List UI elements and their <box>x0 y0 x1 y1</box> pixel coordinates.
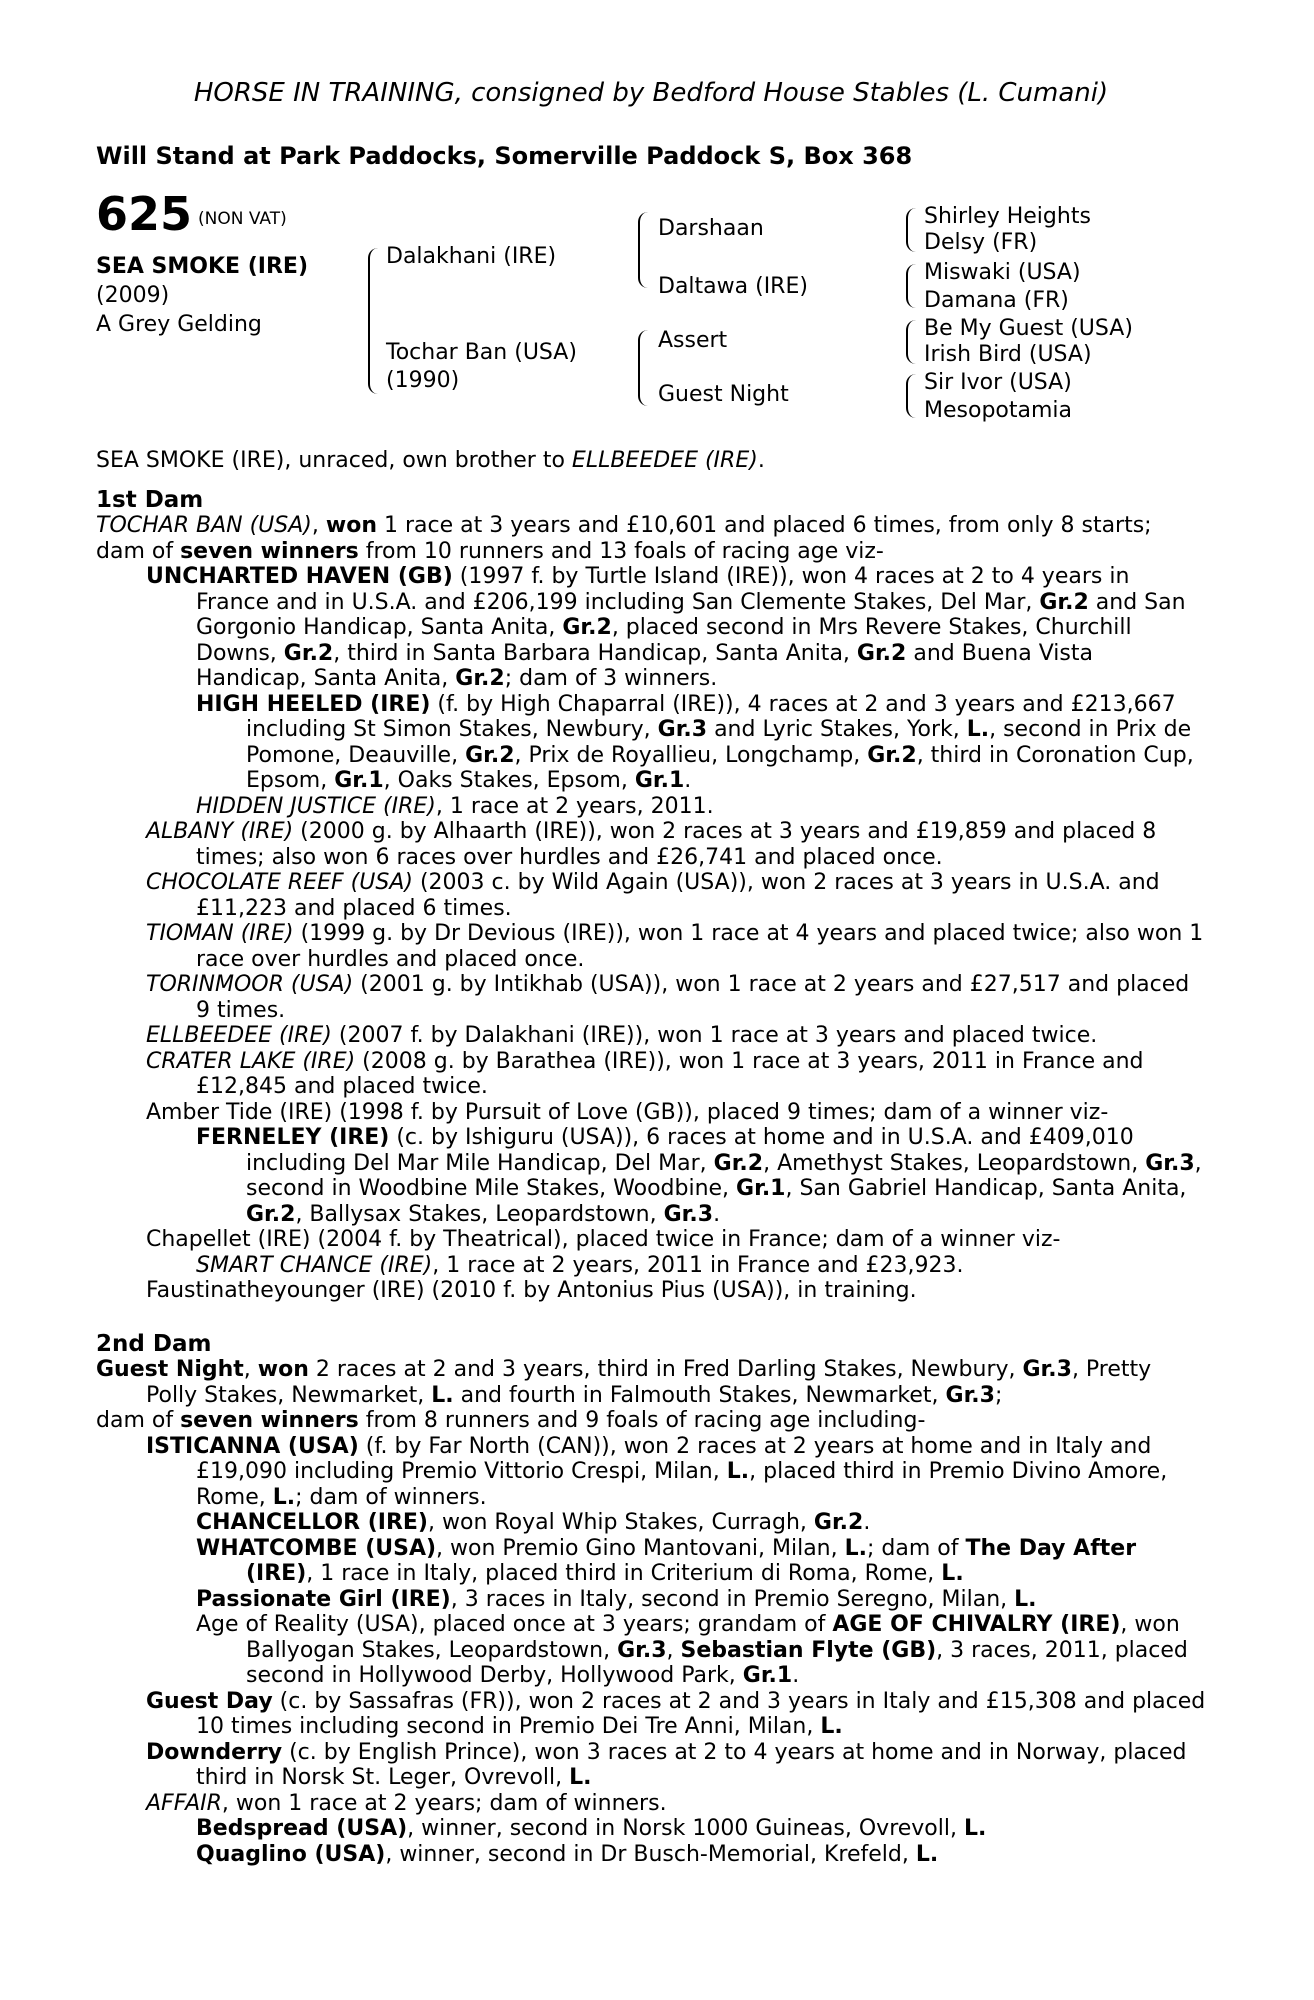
pedigree-ancestor: Shirley Heights <box>924 204 1091 229</box>
pedigree-brace <box>906 374 916 418</box>
pedigree-ancestor: Miswaki (USA) <box>924 260 1081 285</box>
produce-entry: FERNELEY (IRE) (c. by Ishiguru (USA)), 6 races at home and in U.S.A. and £409,010 including Del Mar Mile Handicap, Del Mar, Gr.2, Amethyst Stakes, Leopardstown, Gr.3, second in Woodbine Mile Stakes, Woodbine, Gr.1, San Gabriel Handicap, Santa Anita, Gr.2, Ballysax Stakes, Leopardstown, Gr.3. <box>196 1125 1202 1227</box>
produce-entry: Age of Reality (USA), placed once at 3 years; grandam of AGE OF CHIVALRY (IRE), won Ballyogan Stakes, Leopardstown, Gr.3, Sebastian Flyte (GB), 3 races, 2011, placed second in Hollywood Derby, Hollywood Park, Gr.1. <box>196 1612 1188 1688</box>
produce-entry: Downderry (c. by English Prince), won 3 races at 2 to 4 years at home and in Norway, placed third in Norsk St. Leger, Ovrevoll, L. <box>146 1739 1187 1790</box>
vat-status: (NON VAT) <box>198 209 287 229</box>
pedigree-ancestor: Delsy (FR) <box>924 230 1038 255</box>
dam-name: TOCHAR BAN (USA) <box>96 513 312 538</box>
pedigree-sire: Dalakhani (IRE) <box>386 244 557 269</box>
produce-entry: Guest Day (c. by Sassafras (FR)), won 2 races at 2 and 3 years in Italy and £15,308 and placed 10 times including second in Premio Dei Tre Anni, Milan, L. <box>146 1688 1206 1739</box>
pedigree-brace <box>906 264 916 308</box>
pedigree-sire-dam: Daltawa (IRE) <box>658 274 808 299</box>
produce-entry: TIOMAN (IRE) (1999 g. by Dr Devious (IRE)), won 1 race at 4 years and placed twice; also won 1 race over hurdles and placed once. <box>146 921 1204 972</box>
produce-entry: CHOCOLATE REEF (USA) (2003 c. by Wild Again (USA)), won 2 races at 3 years in U.S.A. and £11,223 and placed 6 times. <box>146 870 1160 921</box>
foaling-year: (2009) <box>96 283 170 308</box>
produce-entry: Faustinatheyounger (IRE) (2010 f. by Antonius Pius (USA)), in training. <box>146 1278 917 1303</box>
intro-line: SEA SMOKE (IRE), unraced, own brother to ELLBEEDEE (IRE). <box>96 448 765 473</box>
pedigree-ancestor: Mesopotamia <box>924 398 1072 423</box>
second-dam-record: Guest Night, won 2 races at 2 and 3 years, third in Fred Darling Stakes, Newbury, Gr.3, Pretty Polly Stakes, Newmarket, L. and fourth in Falmouth Stakes, Newmarket, Gr.3; <box>96 1357 1152 1408</box>
second-dam-summary: dam of seven winners from 8 runners and 9 foals of racing age including- <box>96 1408 926 1433</box>
produce-entry: ELLBEEDEE (IRE) (2007 f. by Dalakhani (IRE)), won 1 race at 3 years and placed twice. <box>146 1023 1098 1048</box>
first-dam-heading: 1st Dam <box>96 486 204 513</box>
produce-entry: AFFAIR, won 1 race at 2 years; dam of winners. <box>146 1790 667 1816</box>
produce-entry: TORINMOOR (USA) (2001 g. by Intikhab (USA)), won 1 race at 2 years and £27,517 and placed 9 times. <box>146 972 1190 1023</box>
pedigree-notes <box>96 448 1206 1867</box>
brother-name: ELLBEEDEE (IRE) <box>571 448 758 473</box>
produce-entry: HIDDEN JUSTICE (IRE), 1 race at 2 years, 2011. <box>196 793 714 819</box>
pedigree-dam: Tochar Ban (USA) <box>386 340 577 365</box>
produce-entry: Bedspread (USA), winner, second in Norsk 1000 Guineas, Ovrevoll, L. <box>196 1816 987 1841</box>
produce-entry: WHATCOMBE (USA), won Premio Gino Mantovani, Milan, L.; dam of The Day After (IRE), 1 race in Italy, placed third in Criterium di Roma, Rome, L. <box>196 1535 1137 1586</box>
second-dam-heading: 2nd Dam <box>96 1330 212 1357</box>
produce-entry: ALBANY (IRE) (2000 g. by Alhaarth (IRE)), won 2 races at 3 years and £19,859 and placed 8 times; also won 6 races over hurdles and £26,741 and placed once. <box>146 819 1157 870</box>
stand-location: Will Stand at Park Paddocks, Somerville Paddock S, Box 368 <box>96 142 913 170</box>
produce-entry: UNCHARTED HAVEN (GB) (1997 f. by Turtle Island (IRE)), won 4 races at 2 to 4 years in France and in U.S.A. and £206,199 including San Clemente Stakes, Del Mar, Gr.2 and San Gorgonio Handicap, Santa Anita, Gr.2, placed second in Mrs Revere Stakes, Churchill Downs, Gr.2, third in Santa Barbara Handicap, Santa Anita, Gr.2 and Buena Vista Handicap, Santa Anita, Gr.2; dam of 3 winners. <box>146 564 1186 691</box>
pedigree-ancestor: Sir Ivor (USA) <box>924 370 1072 395</box>
first-dam-summary: dam of seven winners from 10 runners and 13 foals of racing age viz- <box>96 538 884 564</box>
produce-entry: CHANCELLOR (IRE), won Royal Whip Stakes, Curragh, Gr.2. <box>196 1510 871 1535</box>
horse-description: A Grey Gelding <box>96 312 262 337</box>
pedigree-brace <box>906 208 916 252</box>
pedigree-sire-sire: Darshaan <box>658 216 764 241</box>
pedigree-dam-year: (1990) <box>386 368 460 393</box>
produce-entry: Amber Tide (IRE) (1998 f. by Pursuit of Love (GB)), placed 9 times; dam of a winner viz- <box>146 1099 1109 1125</box>
produce-entry: Chapellet (IRE) (2004 f. by Theatrical), placed twice in France; dam of a winner viz- <box>146 1227 1061 1252</box>
pedigree-brace <box>638 212 650 288</box>
produce-entry: ISTICANNA (USA) (f. by Far North (CAN)), won 2 races at 2 years at home and in Italy and £19,090 including Premio Vittorio Crespi, Milan, L., placed third in Premio Divino Amore, Rome, L.; dam of winners. <box>146 1433 1168 1510</box>
dam-name: Guest Night <box>96 1357 244 1382</box>
horse-name: SEA SMOKE (IRE) <box>96 254 308 279</box>
pedigree-ancestor: Damana (FR) <box>924 288 1069 313</box>
first-dam-record: TOCHAR BAN (USA), won 1 race at 3 years and £10,601 and placed 6 times, from only 8 starts; <box>96 513 1152 538</box>
pedigree-brace <box>368 248 380 394</box>
pedigree-dam-dam: Guest Night <box>658 382 789 407</box>
produce-entry: CRATER LAKE (IRE) (2008 g. by Barathea (IRE)), won 1 race at 3 years, 2011 in France and £12,845 and placed twice. <box>146 1048 1144 1099</box>
produce-entry: SMART CHANCE (IRE), 1 race at 2 years, 2011 in France and £23,923. <box>196 1252 964 1278</box>
lot-number: 625 <box>96 187 193 241</box>
pedigree-dam-sire: Assert <box>658 328 728 353</box>
pedigree-ancestor: Irish Bird (USA) <box>924 342 1092 367</box>
page-heading: HORSE IN TRAINING, consigned by Bedford House Stables (L. Cumani) <box>193 78 1109 108</box>
produce-entry: Passionate Girl (IRE), 3 races in Italy, second in Premio Seregno, Milan, L. <box>196 1586 1037 1612</box>
lot-info <box>96 187 366 339</box>
pedigree-brace <box>906 320 916 364</box>
pedigree-brace <box>638 330 650 406</box>
produce-entry: HIGH HEELED (IRE) (f. by High Chaparral (IRE)), 4 races at 2 and 3 years and £213,667 including St Simon Stakes, Newbury, Gr.3 and Lyric Stakes, York, L., second in Prix de Pomone, Deauville, Gr.2, Prix de Royallieu, Longchamp, Gr.2, third in Coronation Cup, Epsom, Gr.1, Oaks Stakes, Epsom, Gr.1. <box>196 691 1194 793</box>
pedigree-ancestor: Be My Guest (USA) <box>924 316 1133 341</box>
produce-entry: Quaglino (USA), winner, second in Dr Busch-Memorial, Krefeld, L. <box>196 1841 939 1867</box>
